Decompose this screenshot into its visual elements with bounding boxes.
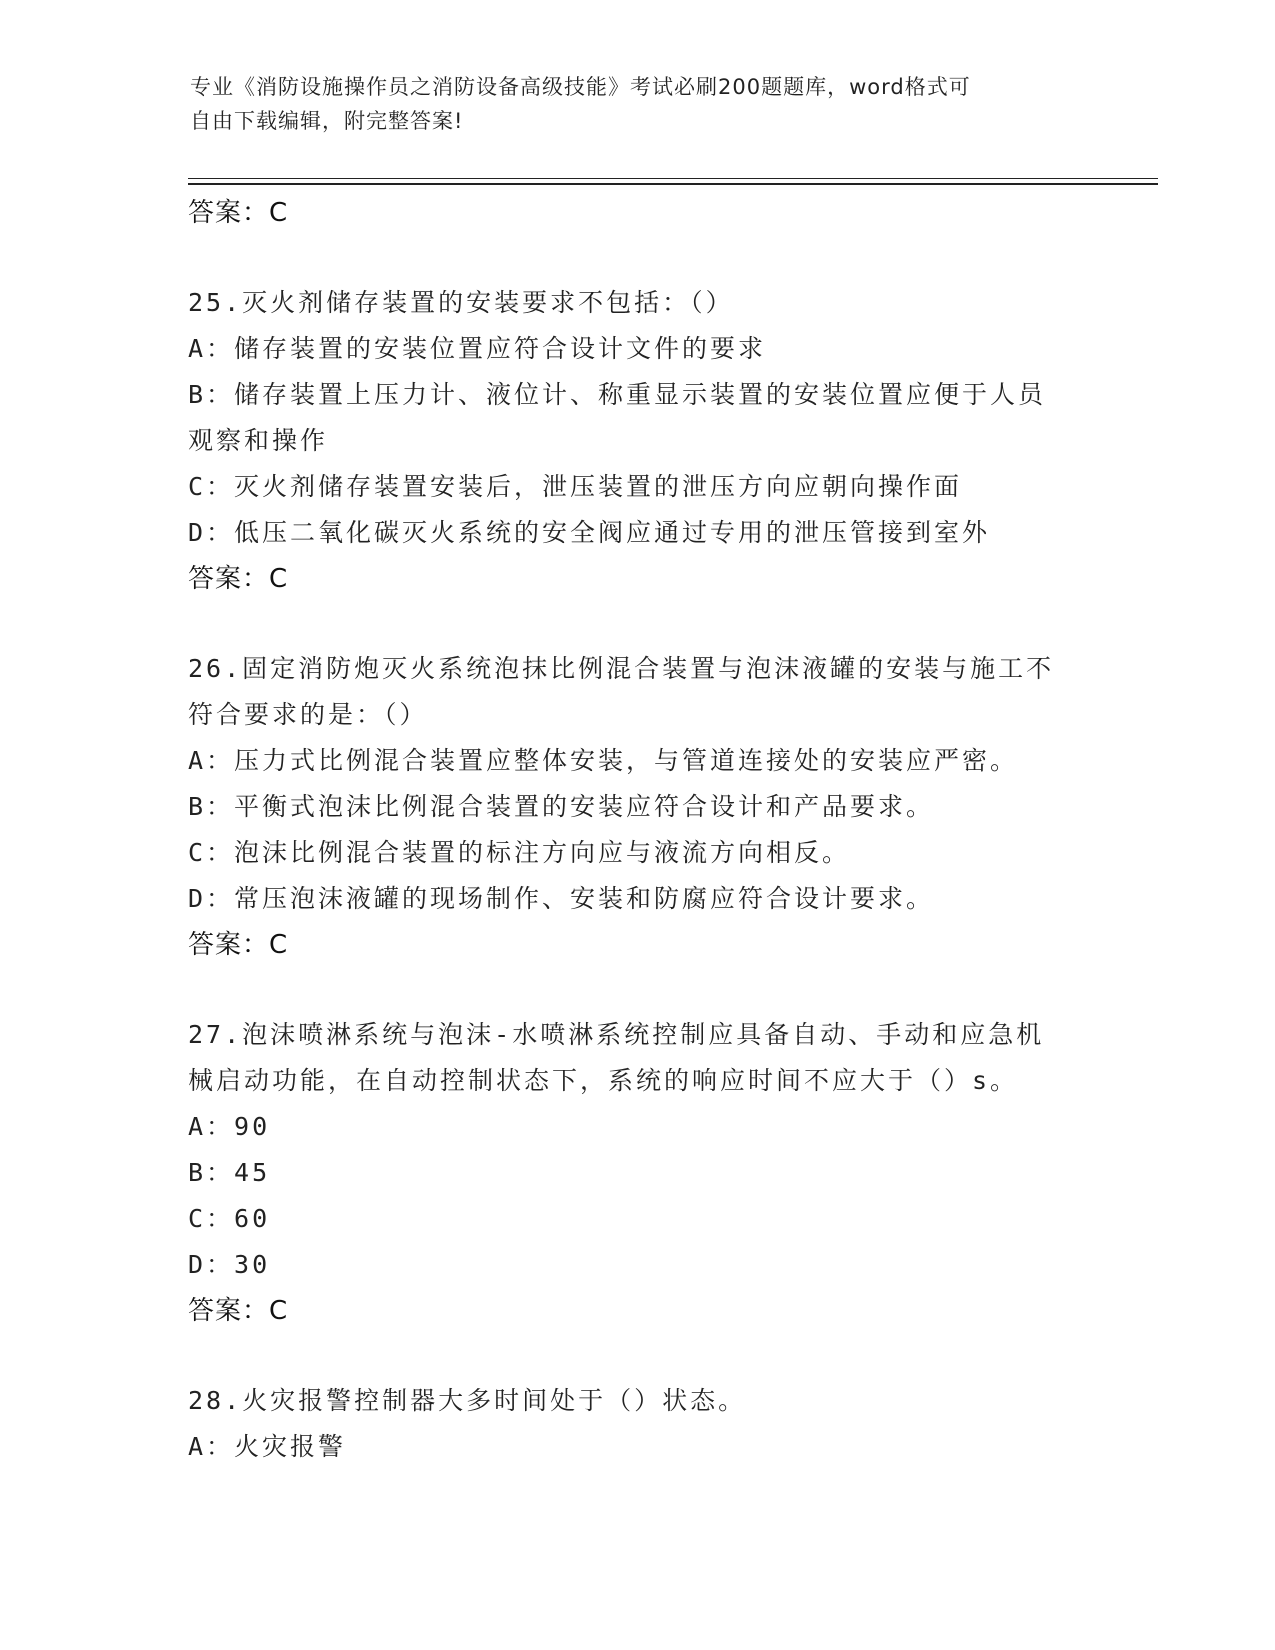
question-stem: 符合要求的是：（） [188,700,428,729]
question-option: C：灭火剂储存装置安装后，泄压装置的泄压方向应朝向操作面 [188,472,963,501]
question-option: D：30 [188,1250,271,1279]
question-option: B：平衡式泡沫比例混合装置的安装应符合设计和产品要求。 [188,792,935,821]
question-stem: 25.灭火剂储存装置的安装要求不包括：（） [188,288,734,317]
question-block [188,1012,1088,1334]
question-list [188,190,1088,1470]
question-block [188,280,1088,602]
question-option: C：60 [188,1204,271,1233]
question-block [188,1378,1088,1470]
document-header [190,70,1070,138]
question-option: B：储存装置上压力计、液位计、称重显示装置的安装位置应便于人员 [188,380,1047,409]
answer-line: 答案：C [188,198,289,228]
question-block [188,646,1088,968]
header-line-1: 专业《消防设施操作员之消防设备高级技能》考试必刷200题题库，word格式可 [190,75,971,99]
question-option: A：储存装置的安装位置应符合设计文件的要求 [188,334,767,363]
answer-line: 答案：C [188,930,289,960]
question-stem: 26.固定消防炮灭火系统泡抹比例混合装置与泡沫液罐的安装与施工不 [188,654,1055,683]
answer-line: 答案：C [188,564,289,594]
question-stem: 28.火灾报警控制器大多时间处于（）状态。 [188,1386,747,1415]
question-option: A：90 [188,1112,271,1141]
header-rule-thick [188,183,1158,185]
question-option: D：常压泡沫液罐的现场制作、安装和防腐应符合设计要求。 [188,884,935,913]
question-stem: 27.泡沫喷淋系统与泡沫-水喷淋系统控制应具备自动、手动和应急机 [188,1020,1045,1049]
question-option: C：泡沫比例混合装置的标注方向应与液流方向相反。 [188,838,851,867]
question-option: B：45 [188,1158,271,1187]
header-line-2: 自由下载编辑，附完整答案! [190,109,464,133]
question-option: A：火灾报警 [188,1432,347,1461]
question-stem: 械启动功能，在自动控制状态下，系统的响应时间不应大于（）s。 [188,1066,1019,1095]
header-rule-thin [188,178,1158,179]
question-option: D：低压二氧化碳灭火系统的安全阀应通过专用的泄压管接到室外 [188,518,991,547]
question-option: 观察和操作 [188,426,329,455]
question-option: A：压力式比例混合装置应整体安装，与管道连接处的安装应严密。 [188,746,1019,775]
answer-line: 答案：C [188,1296,289,1326]
